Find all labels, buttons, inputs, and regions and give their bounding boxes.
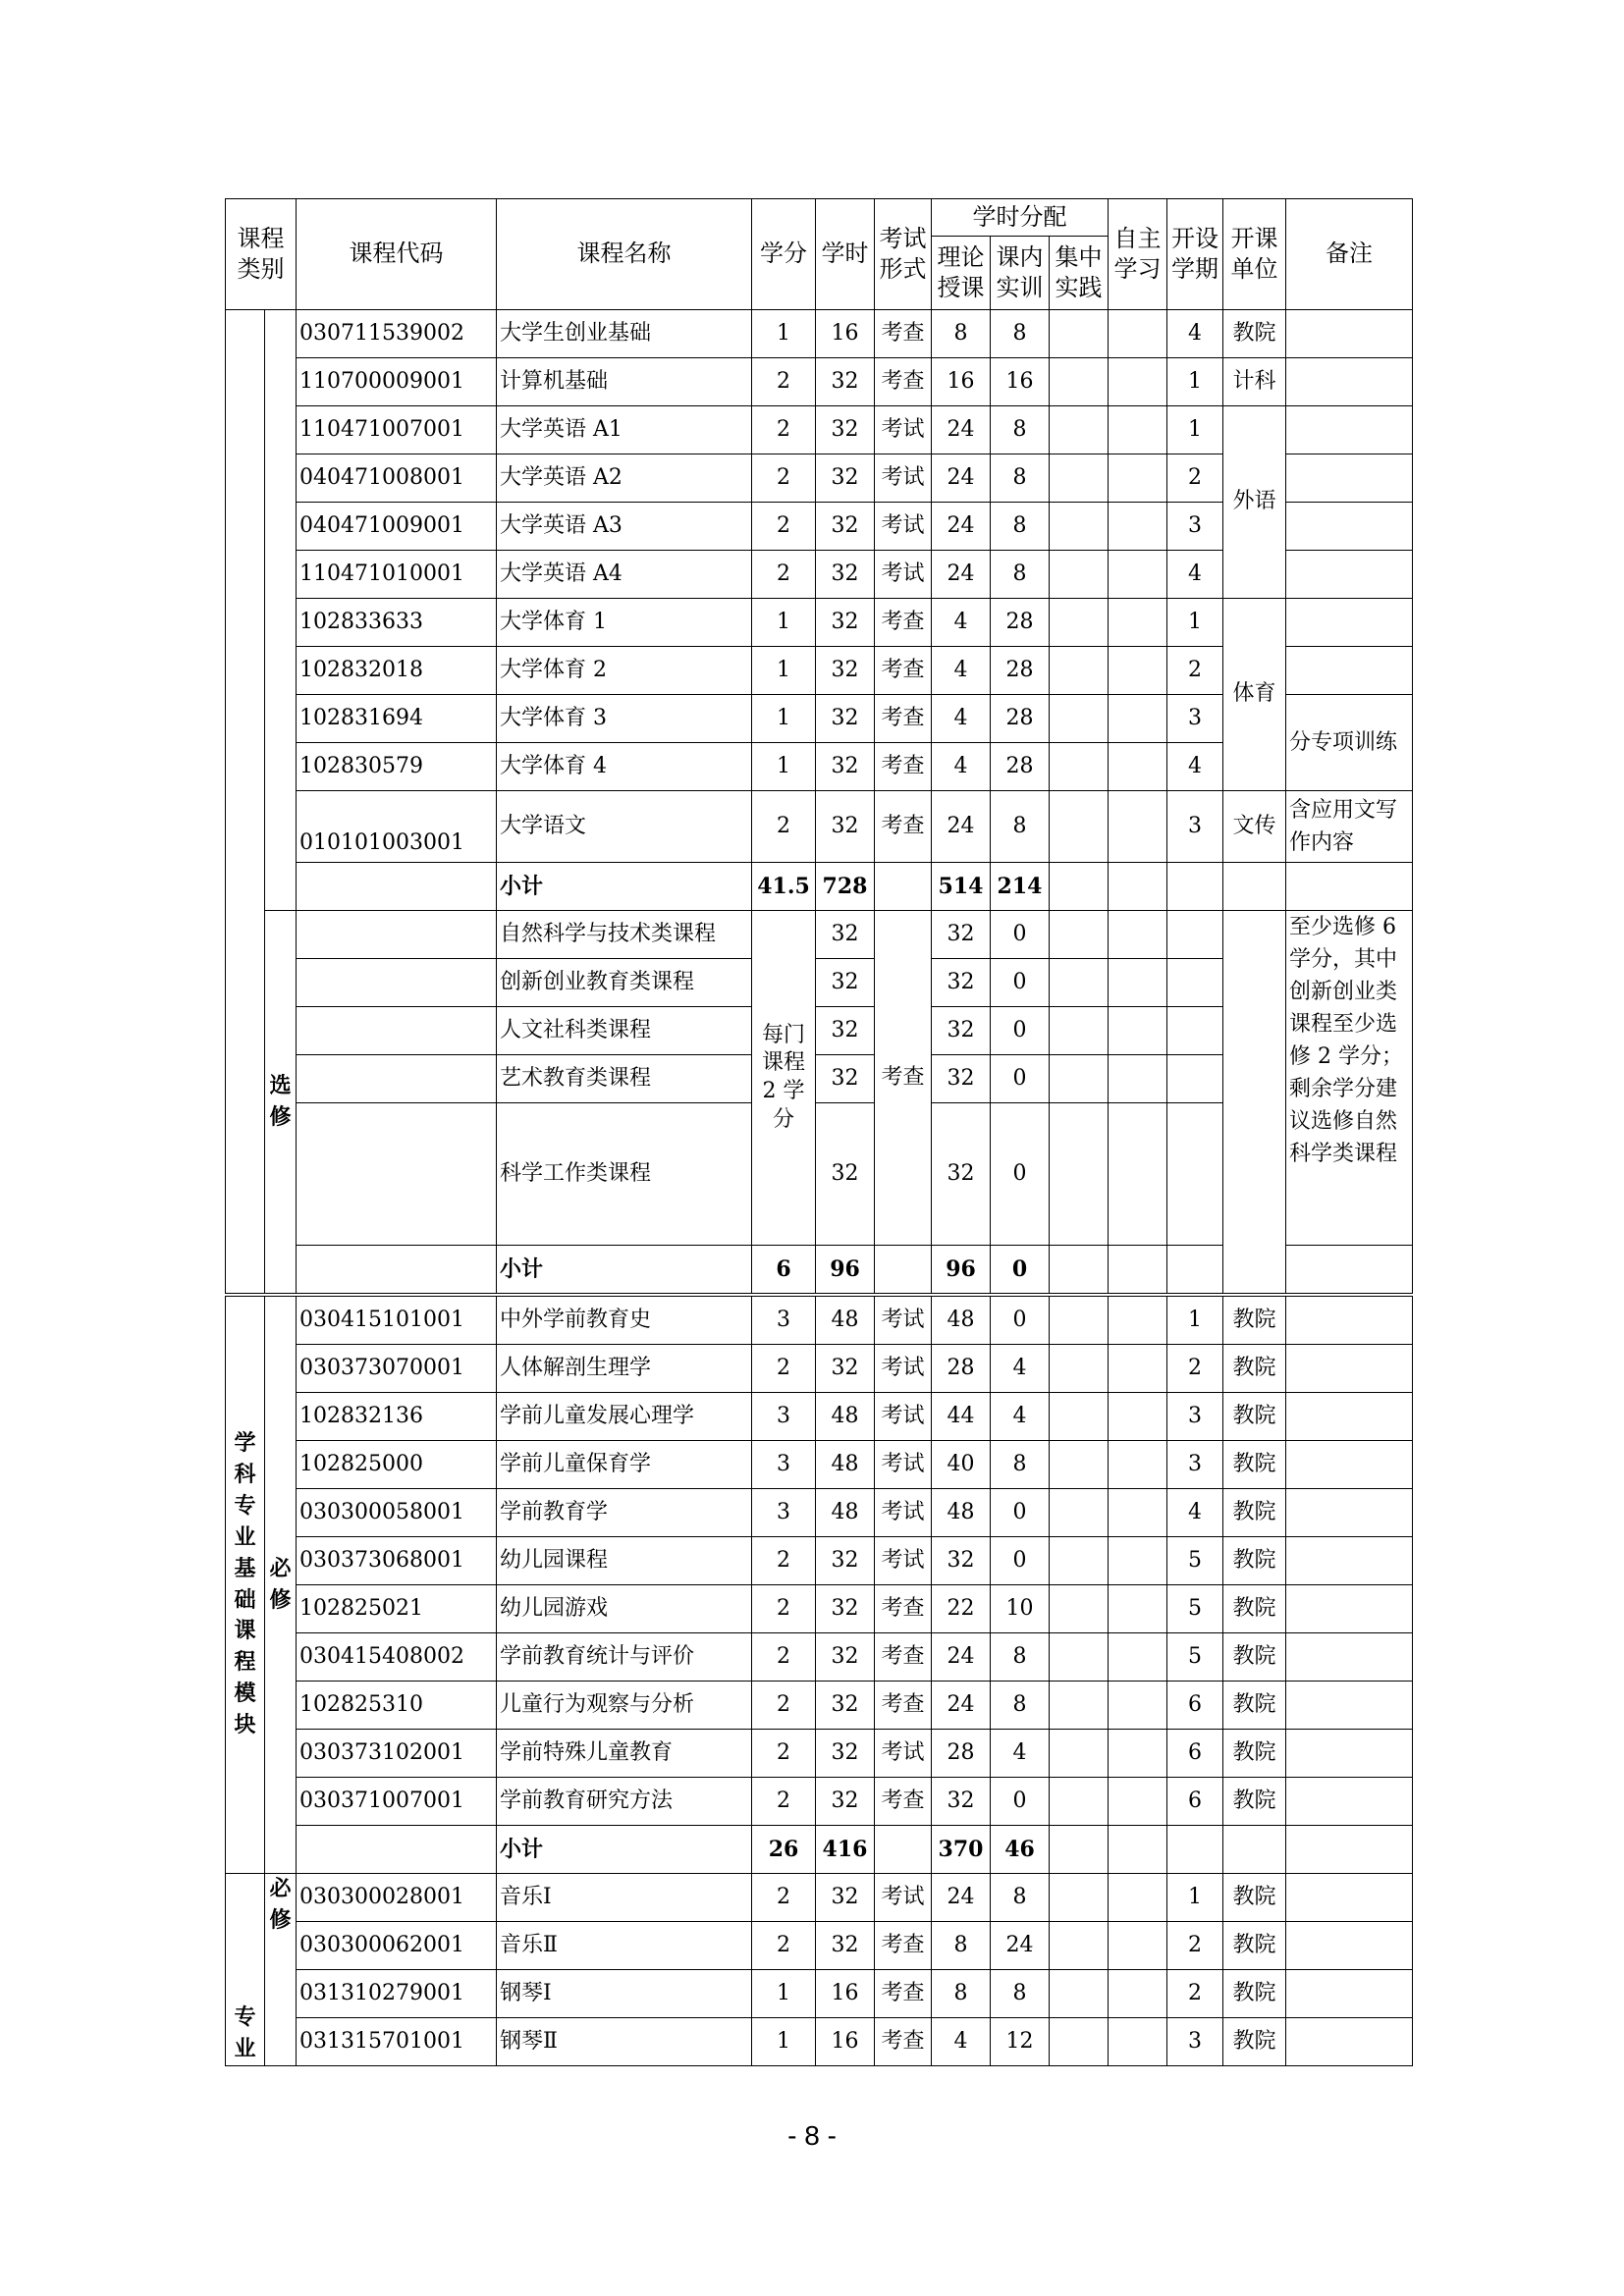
- header-exam: 考试形式: [875, 199, 932, 310]
- table-row: 030371007001 学前教育研究方法 2 32 考查 32 0 6 教院: [226, 1778, 1413, 1826]
- table-row: 030415408002 学前教育统计与评价 2 32 考查 24 8 5 教院: [226, 1633, 1413, 1682]
- elective-note: 至少选修 6 学分，其中创新创业类课程至少选修 2 学分；剩余学分建议选修自然科学类课程: [1286, 911, 1413, 1246]
- type-cell-blank: [265, 310, 297, 911]
- table-row: 030373102001 学前特殊儿童教育 2 32 考试 28 4 6 教院: [226, 1730, 1413, 1778]
- unit-english: 外语: [1223, 406, 1286, 599]
- table-row: 040471008001 大学英语 A2 2 32 考试 24 8 2: [226, 454, 1413, 503]
- header-dist: 学时分配: [932, 199, 1109, 237]
- header-note: 备注: [1286, 199, 1413, 310]
- category-cell-major: 专业: [226, 1874, 265, 2066]
- header-theory: 理论授课: [932, 237, 991, 310]
- table-row: 031310279001 钢琴Ⅰ 1 16 考查 8 8 2 教院: [226, 1970, 1413, 2018]
- table-row: 102825310 儿童行为观察与分析 2 32 考查 24 8 6 教院: [226, 1682, 1413, 1730]
- header-code: 课程代码: [297, 199, 497, 310]
- type-cell-required: 必修: [265, 1297, 297, 1874]
- table-row: 110471010001 大学英语 A4 2 32 考试 24 8 4: [226, 551, 1413, 599]
- category-cell-blank: [226, 310, 265, 1294]
- table-row: 010101003001 大学语文 2 32 考查 24 8 3 文传 含应用文写作内容: [226, 791, 1413, 863]
- table-row: 102825021 幼儿园游戏 2 32 考查 22 10 5 教院: [226, 1585, 1413, 1633]
- type-cell-elective: 选修: [265, 911, 297, 1294]
- course-table-part-2: [225, 1296, 1413, 2066]
- type-cell-major-required: 必修: [265, 1874, 297, 2066]
- table-row: 102825000 学前儿童保育学 3 48 考试 40 8 3 教院: [226, 1441, 1413, 1489]
- table-row: 人文社科类课程 32 32 0: [226, 1007, 1413, 1055]
- table-row: 102832018 大学体育 2 1 32 考查 4 28 2: [226, 647, 1413, 695]
- header-credits: 学分: [752, 199, 816, 310]
- course-table: [225, 198, 1413, 1294]
- table-row: 专业 必修 030300028001 音乐Ⅰ 2 32 考试 24 8 1 教院: [226, 1874, 1413, 1922]
- table-row: 030373068001 幼儿园课程 2 32 考试 32 0 5 教院: [226, 1537, 1413, 1585]
- header-intensive: 集中实践: [1050, 237, 1109, 310]
- table-row: 030711539002 大学生创业基础 1 16 考查 8 8 4 教院: [226, 310, 1413, 358]
- elective-credits-note: 每门课程 2 学分: [752, 911, 816, 1246]
- header-category: 课程类别: [226, 199, 297, 310]
- page-number: - 8 -: [787, 2120, 837, 2151]
- header-term: 开设学期: [1167, 199, 1223, 310]
- subtotal-row: 小计 6 96 96 0: [226, 1246, 1413, 1294]
- note-pe: 分专项训练: [1286, 695, 1413, 791]
- table-row: 艺术教育类课程 32 32 0: [226, 1055, 1413, 1103]
- table-row: 030373070001 人体解剖生理学 2 32 考试 28 4 2 教院: [226, 1345, 1413, 1393]
- header-row-1: [226, 199, 1413, 237]
- subtotal-row: 小计 41.5 728 514 214: [226, 863, 1413, 911]
- table-row: 102832136 学前儿童发展心理学 3 48 考试 44 4 3 教院: [226, 1393, 1413, 1441]
- header-name: 课程名称: [497, 199, 752, 310]
- table-row: 030300062001 音乐Ⅱ 2 32 考查 8 24 2 教院: [226, 1922, 1413, 1970]
- header-unit: 开课单位: [1223, 199, 1286, 310]
- header-practice: 课内实训: [991, 237, 1050, 310]
- table-row: 110700009001 计算机基础 2 32 考查 16 16 1 计科: [226, 358, 1413, 406]
- table-row: 102830579 大学体育 4 1 32 考查 4 28 4: [226, 743, 1413, 791]
- table-row: 030300058001 学前教育学 3 48 考试 48 0 4 教院: [226, 1489, 1413, 1537]
- table-row: 040471009001 大学英语 A3 2 32 考试 24 8 3: [226, 503, 1413, 551]
- table-row: 学科专业基础课程模块 必修 030415101001 中外学前教育史 3 48 考试 48 0 1 教院: [226, 1297, 1413, 1345]
- table-row: 102831694 大学体育 3 1 32 考查 4 28 3 分专项训练: [226, 695, 1413, 743]
- table-row: 031315701001 钢琴Ⅱ 1 16 考查 4 12 3 教院: [226, 2018, 1413, 2066]
- unit-pe: 体育: [1223, 599, 1286, 791]
- table-row: 创新创业教育类课程 32 32 0: [226, 959, 1413, 1007]
- table-row: 102833633 大学体育 1 1 32 考查 4 28 1 体育: [226, 599, 1413, 647]
- header-hours: 学时: [816, 199, 875, 310]
- subtotal-row: 小计 26 416 370 46: [226, 1826, 1413, 1874]
- table-row: 选修 自然科学与技术类课程 每门课程 2 学分 32 考查 32 0 至少选修 6 学分，其中创新创业类课程至少选修 2 学分；剩余学分建议选修自然科学类课程: [226, 911, 1413, 959]
- header-self: 自主学习: [1109, 199, 1167, 310]
- table-row: 110471007001 大学英语 A1 2 32 考试 24 8 1 外语: [226, 406, 1413, 454]
- elective-exam: 考查: [875, 911, 932, 1246]
- category-cell-discipline: 学科专业基础课程模块: [226, 1297, 265, 1874]
- table-row: 科学工作类课程 32 32 0: [226, 1103, 1413, 1246]
